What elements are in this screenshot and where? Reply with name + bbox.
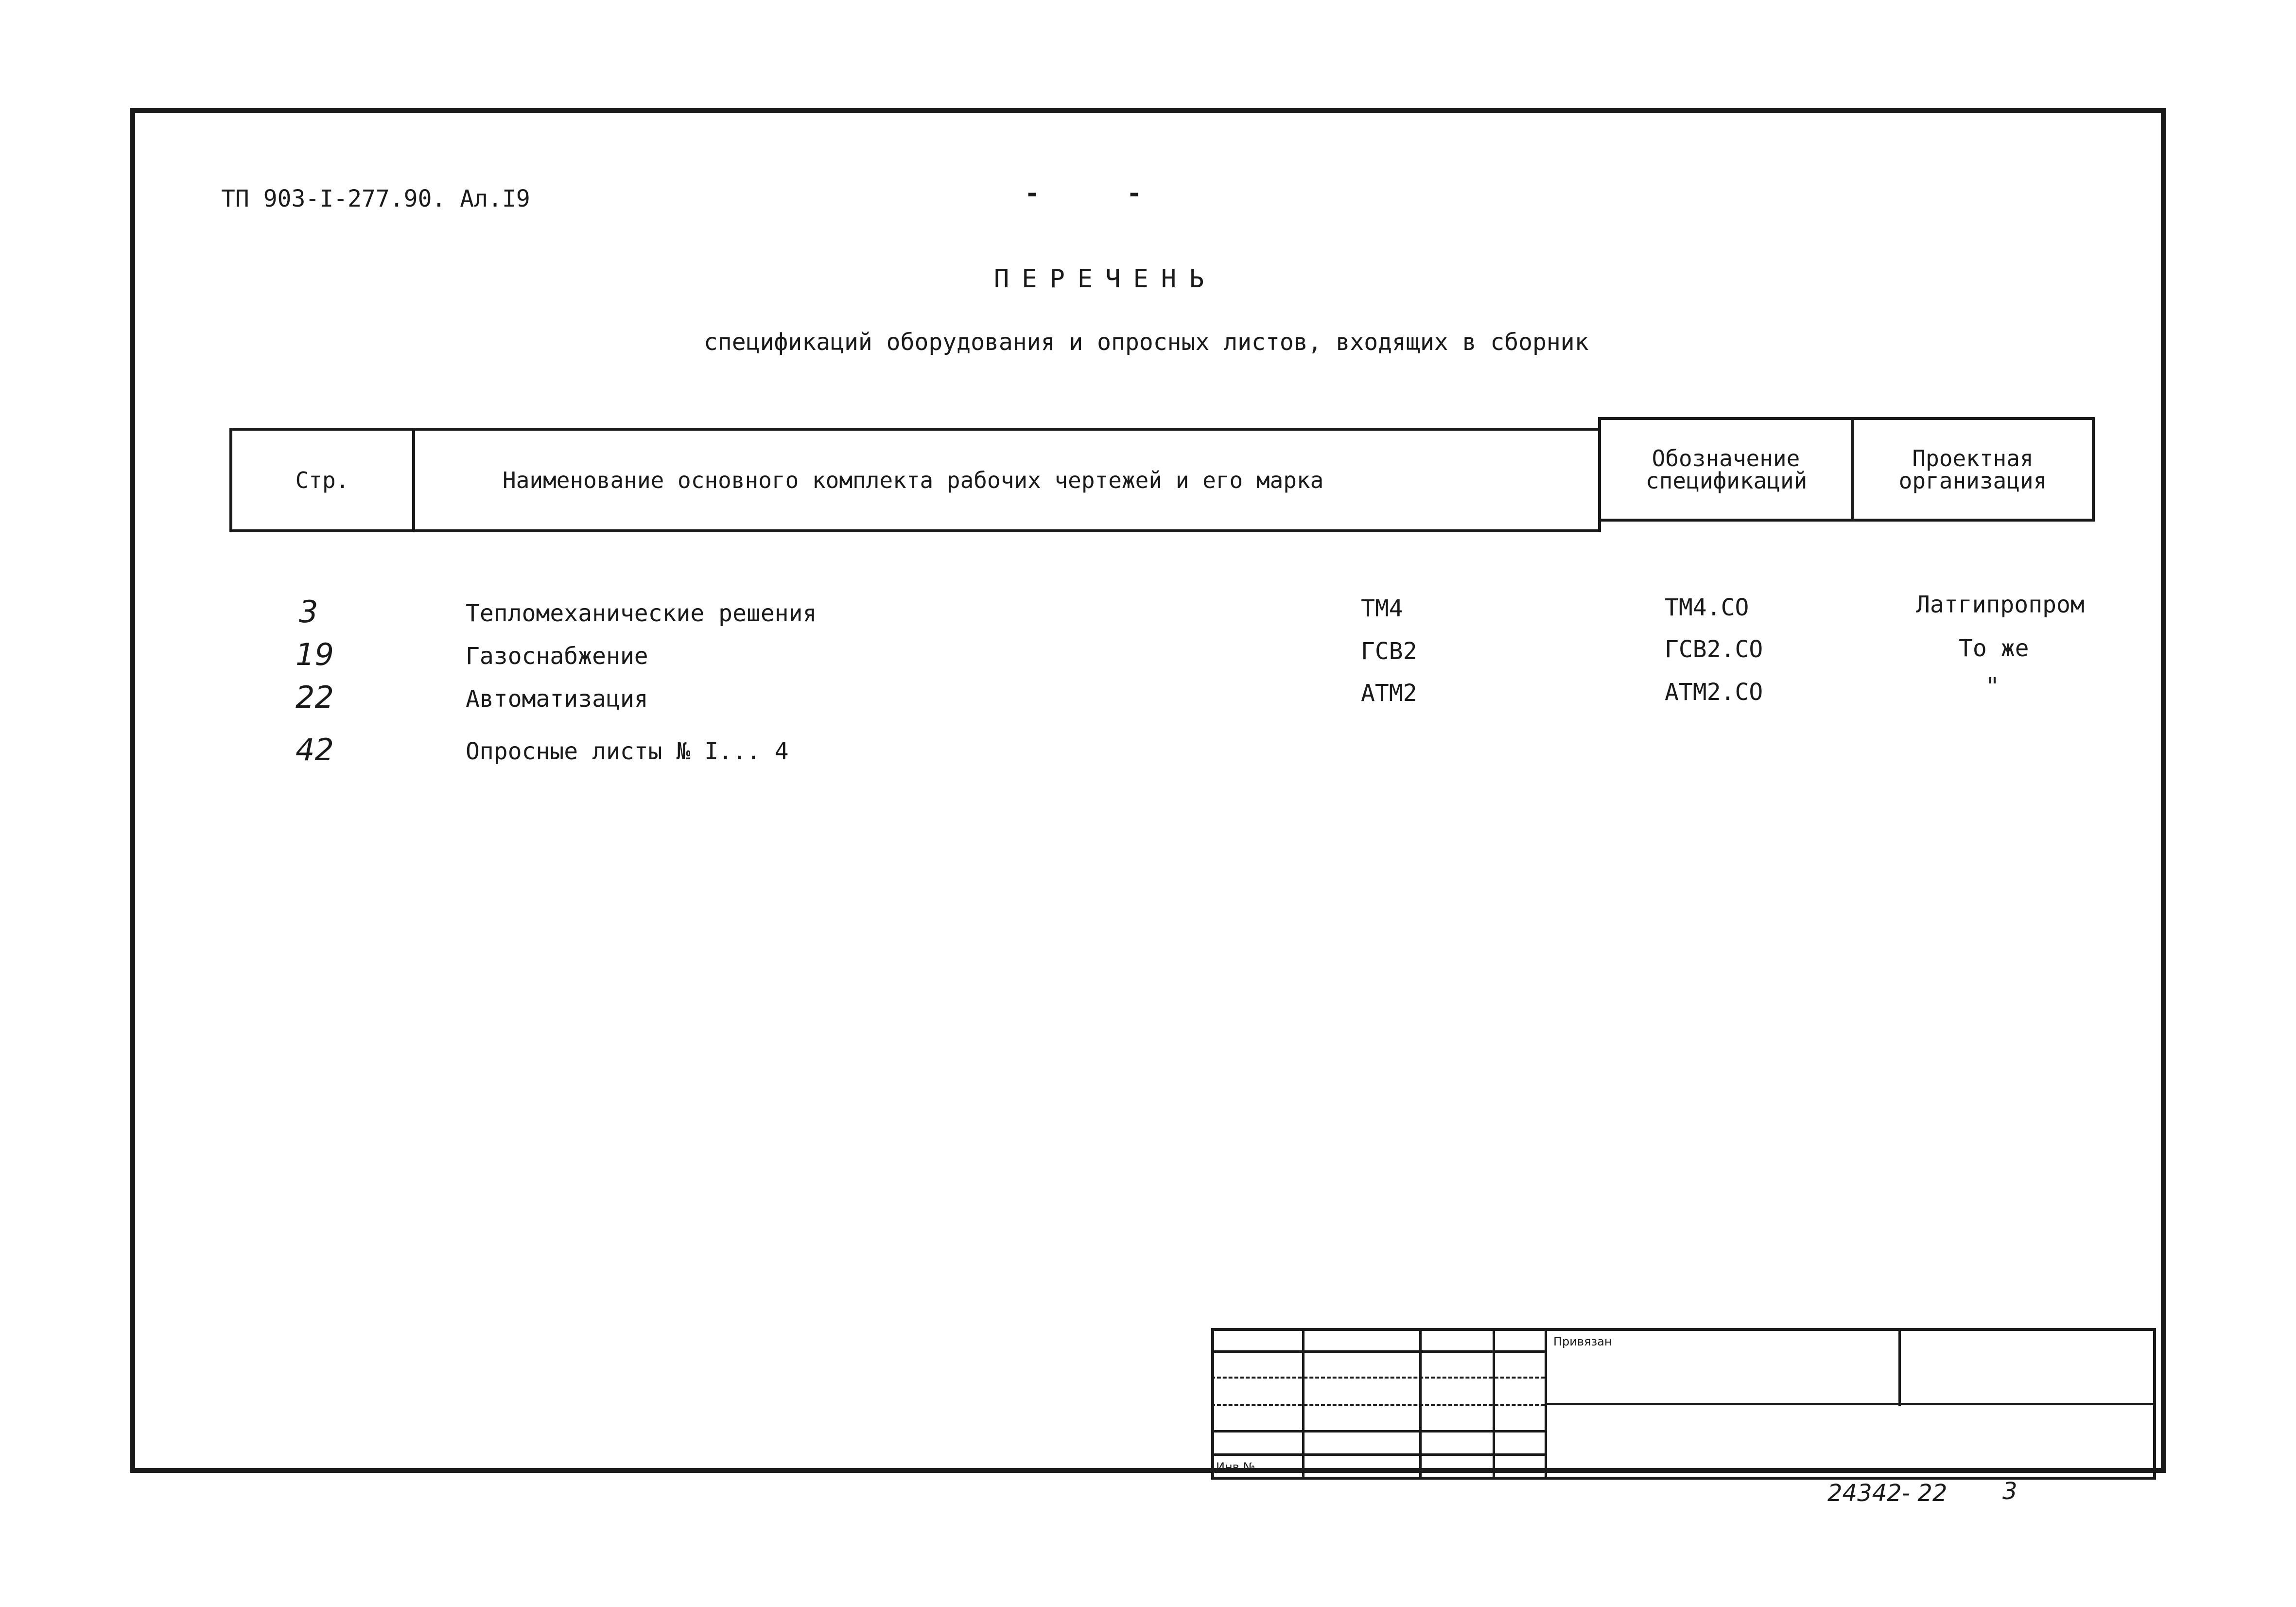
title-block-divider	[1211, 1430, 1545, 1432]
title-block-divider	[1211, 1377, 1545, 1379]
row-code: ГСВ2.СО	[1665, 636, 1763, 663]
row-name: Автоматизация	[466, 685, 648, 713]
dash-mark: -	[1025, 179, 1040, 208]
row-page: 42	[296, 732, 334, 768]
row-page: 19	[296, 637, 334, 672]
header-spec-label: Обозначение спецификаций	[1646, 445, 1808, 494]
row-name: Тепломеханические решения	[466, 600, 817, 627]
header-page	[229, 428, 415, 532]
sheet-number: 3	[2002, 1478, 2018, 1505]
row-name: Опросные листы № I... 4	[466, 738, 789, 765]
document-title: ПЕРЕЧЕНЬ	[994, 264, 1217, 294]
row-page: 22	[296, 680, 334, 715]
title-block-divider	[1545, 1403, 2156, 1405]
bound-label: Привязан	[1553, 1335, 1612, 1348]
row-org: Латгипропром	[1916, 591, 2085, 618]
title-block-divider	[1211, 1453, 1545, 1456]
inventory-label: Инв №	[1216, 1460, 1255, 1474]
header-spec	[1598, 417, 1854, 522]
document-code: ТП 903-I-277.90. Ал.I9	[221, 185, 530, 212]
title-block-divider	[1211, 1350, 1545, 1353]
row-mark: ТМ4	[1361, 595, 1403, 622]
row-mark: ГСВ2	[1361, 638, 1417, 665]
archive-number: 24342- 22	[1827, 1480, 1948, 1507]
row-org: "	[1985, 673, 2000, 700]
row-page: 3	[299, 594, 318, 629]
row-name: Газоснабжение	[466, 643, 648, 670]
row-code: ТМ4.СО	[1665, 594, 1749, 621]
header-name	[412, 428, 1601, 532]
document-subtitle: спецификаций оборудования и опросных листов, входящих в сборник	[704, 329, 1589, 356]
header-name-label: Наименование основного комплекта рабочих чертежей и его марка	[503, 467, 1324, 493]
row-org: То же	[1959, 635, 2029, 662]
title-block-divider	[1898, 1328, 1901, 1406]
title-block-divider	[1211, 1404, 1545, 1406]
dash-mark: -	[1127, 179, 1142, 208]
drawing-frame	[130, 108, 2166, 1473]
row-code: АТМ2.СО	[1665, 679, 1763, 706]
header-page-label: Стр.	[295, 467, 349, 493]
header-org	[1851, 417, 2095, 522]
row-mark: АТМ2	[1361, 680, 1417, 707]
header-org-label: Проектная организация	[1898, 445, 2047, 494]
